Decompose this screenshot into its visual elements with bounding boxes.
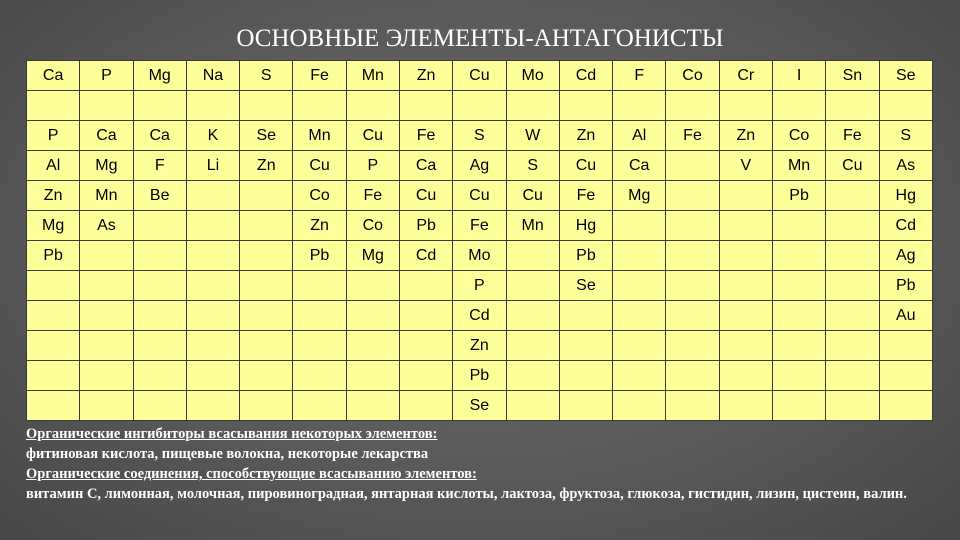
header-cell: I: [772, 61, 825, 91]
table-cell: [826, 241, 879, 271]
table-cell: [399, 91, 452, 121]
table-cell: Fe: [666, 121, 719, 151]
table-cell: Ag: [453, 151, 506, 181]
table-cell: [27, 331, 80, 361]
table-cell: [559, 301, 612, 331]
table-cell: [666, 151, 719, 181]
table-cell: [399, 391, 452, 421]
table-cell: [613, 241, 666, 271]
table-cell: [719, 331, 772, 361]
table-cell: [666, 241, 719, 271]
table-cell: Pb: [27, 241, 80, 271]
table-cell: Cd: [399, 241, 452, 271]
table-cell: [346, 91, 399, 121]
table-cell: [27, 91, 80, 121]
table-cell: [666, 271, 719, 301]
table-cell: [719, 181, 772, 211]
table-cell: V: [719, 151, 772, 181]
table-cell: [186, 91, 239, 121]
table-cell: [186, 211, 239, 241]
table-cell: [719, 361, 772, 391]
table-cell: Mg: [613, 181, 666, 211]
table-cell: [80, 91, 133, 121]
table-cell: Mn: [293, 121, 346, 151]
header-cell: Cr: [719, 61, 772, 91]
header-cell: Cd: [559, 61, 612, 91]
table-cell: [80, 391, 133, 421]
table-cell: [506, 271, 559, 301]
table-cell: [719, 391, 772, 421]
table-cell: Mn: [506, 211, 559, 241]
table-cell: Al: [27, 151, 80, 181]
header-cell: P: [80, 61, 133, 91]
table-cell: [293, 361, 346, 391]
table-cell: [826, 271, 879, 301]
table-cell: K: [186, 121, 239, 151]
table-cell: S: [879, 121, 933, 151]
table-cell: [240, 361, 293, 391]
table-cell: F: [133, 151, 186, 181]
promoters-text: витамин С, лимонная, молочная, пировиноградная, янтарная кислоты, лактоза, фруктоза, глюкоза, гистидин, лизин, цистеин, валин.: [26, 486, 907, 502]
table-cell: [27, 391, 80, 421]
table-cell: [772, 241, 825, 271]
table-cell: [346, 391, 399, 421]
table-cell: [879, 91, 933, 121]
table-cell: [826, 181, 879, 211]
table-cell: Fe: [826, 121, 879, 151]
notes-block: [26, 424, 924, 504]
table-cell: [240, 391, 293, 421]
table-cell: [506, 331, 559, 361]
table-cell: [133, 91, 186, 121]
table-row: [27, 271, 933, 301]
table-cell: Mg: [80, 151, 133, 181]
table-cell: [293, 301, 346, 331]
table-cell: Cu: [506, 181, 559, 211]
header-row: [27, 61, 933, 91]
table-cell: [133, 361, 186, 391]
table-cell: [719, 301, 772, 331]
table-cell: [240, 211, 293, 241]
table-cell: [133, 391, 186, 421]
table-cell: P: [453, 271, 506, 301]
table-cell: P: [27, 121, 80, 151]
table-cell: Fe: [559, 181, 612, 211]
header-cell: S: [240, 61, 293, 91]
table-row: [27, 361, 933, 391]
table-cell: [186, 181, 239, 211]
table-cell: Mn: [772, 151, 825, 181]
table-cell: [240, 241, 293, 271]
table-cell: [506, 391, 559, 421]
table-cell: [772, 391, 825, 421]
table-cell: [559, 91, 612, 121]
table-cell: Cd: [879, 211, 933, 241]
table-cell: Hg: [559, 211, 612, 241]
table-cell: [240, 181, 293, 211]
table-cell: Ca: [133, 121, 186, 151]
table-cell: [613, 271, 666, 301]
header-cell: Fe: [293, 61, 346, 91]
table-cell: Mn: [80, 181, 133, 211]
table-cell: [826, 391, 879, 421]
table-cell: P: [346, 151, 399, 181]
table-cell: [559, 331, 612, 361]
header-cell: Se: [879, 61, 933, 91]
slide-title: ОСНОВНЫЕ ЭЛЕМЕНТЫ-АНТАГОНИСТЫ: [236, 25, 724, 52]
table-cell: Pb: [293, 241, 346, 271]
table-row: [27, 211, 933, 241]
table-cell: Ca: [613, 151, 666, 181]
table-cell: [826, 331, 879, 361]
table-cell: [186, 361, 239, 391]
header-cell: Mn: [346, 61, 399, 91]
antagonists-table: [26, 60, 933, 421]
table-cell: [293, 391, 346, 421]
table-cell: Zn: [453, 331, 506, 361]
table-cell: Ag: [879, 241, 933, 271]
table-cell: [293, 271, 346, 301]
table-cell: [399, 271, 452, 301]
table-row: [27, 331, 933, 361]
table-cell: Co: [293, 181, 346, 211]
table-cell: Cu: [399, 181, 452, 211]
table-cell: Pb: [559, 241, 612, 271]
table-cell: Cu: [346, 121, 399, 151]
header-cell: Sn: [826, 61, 879, 91]
table-cell: S: [453, 121, 506, 151]
table-cell: [506, 241, 559, 271]
table-cell: Cu: [293, 151, 346, 181]
table-cell: [613, 391, 666, 421]
table-cell: [613, 91, 666, 121]
table-cell: Li: [186, 151, 239, 181]
table-cell: [293, 331, 346, 361]
table-cell: [133, 331, 186, 361]
table-cell: [133, 211, 186, 241]
table-cell: [666, 361, 719, 391]
table-cell: [613, 331, 666, 361]
table-cell: Mg: [27, 211, 80, 241]
table-cell: [293, 91, 346, 121]
table-cell: Fe: [399, 121, 452, 151]
table-row: [27, 121, 933, 151]
header-cell: F: [613, 61, 666, 91]
table-row: [27, 181, 933, 211]
table-cell: Co: [772, 121, 825, 151]
table-cell: Mo: [453, 241, 506, 271]
table-cell: Fe: [453, 211, 506, 241]
table-cell: Pb: [772, 181, 825, 211]
table-cell: [826, 91, 879, 121]
table-cell: Hg: [879, 181, 933, 211]
table-cell: [346, 271, 399, 301]
table-cell: [240, 91, 293, 121]
table-cell: [186, 241, 239, 271]
table-cell: [133, 241, 186, 271]
table-cell: Al: [613, 121, 666, 151]
table-cell: [240, 331, 293, 361]
header-cell: Co: [666, 61, 719, 91]
table-cell: [719, 241, 772, 271]
table-cell: [80, 271, 133, 301]
promoters-heading: Органические соединения, способствующие всасыванию элементов:: [26, 466, 477, 482]
table-cell: [613, 301, 666, 331]
header-cell: Zn: [399, 61, 452, 91]
table-cell: [719, 271, 772, 301]
table-cell: Fe: [346, 181, 399, 211]
table-cell: As: [80, 211, 133, 241]
table-cell: [772, 211, 825, 241]
table-cell: Zn: [293, 211, 346, 241]
table-row: [27, 91, 933, 121]
table-cell: Zn: [240, 151, 293, 181]
table-cell: [133, 301, 186, 331]
table-cell: Pb: [879, 271, 933, 301]
table-cell: [80, 361, 133, 391]
table-body: [27, 61, 933, 421]
table-cell: [826, 211, 879, 241]
table-cell: [666, 331, 719, 361]
table-cell: [186, 271, 239, 301]
table-cell: [879, 331, 933, 361]
header-cell: Mg: [133, 61, 186, 91]
table-cell: [346, 301, 399, 331]
table-cell: Au: [879, 301, 933, 331]
table-row: [27, 391, 933, 421]
table-cell: [826, 361, 879, 391]
table-cell: Se: [453, 391, 506, 421]
table-cell: [613, 211, 666, 241]
table-cell: W: [506, 121, 559, 151]
table-cell: [133, 271, 186, 301]
table-cell: [399, 301, 452, 331]
table-cell: Se: [559, 271, 612, 301]
table-cell: Cd: [453, 301, 506, 331]
table-cell: [27, 361, 80, 391]
table-cell: [506, 361, 559, 391]
table-cell: [27, 271, 80, 301]
table-cell: [399, 361, 452, 391]
inhibitors-text: фитиновая кислота, пищевые волокна, некоторые лекарства: [26, 446, 429, 462]
table-cell: As: [879, 151, 933, 181]
table-row: [27, 241, 933, 271]
table-cell: [186, 331, 239, 361]
table-cell: [240, 271, 293, 301]
table-cell: [772, 361, 825, 391]
table-cell: [613, 361, 666, 391]
table-cell: [772, 331, 825, 361]
table-cell: [399, 331, 452, 361]
table-cell: [879, 361, 933, 391]
table-cell: Be: [133, 181, 186, 211]
table-cell: [559, 391, 612, 421]
table-cell: [719, 91, 772, 121]
table-cell: [666, 91, 719, 121]
table-cell: Pb: [399, 211, 452, 241]
table-cell: Pb: [453, 361, 506, 391]
table-cell: [240, 301, 293, 331]
table-row: [27, 301, 933, 331]
table-cell: [80, 301, 133, 331]
table-cell: [879, 391, 933, 421]
table-cell: [346, 361, 399, 391]
table-cell: [666, 211, 719, 241]
table-cell: Cu: [826, 151, 879, 181]
table-cell: Co: [346, 211, 399, 241]
table-cell: [772, 91, 825, 121]
table-cell: [719, 211, 772, 241]
table-cell: [186, 301, 239, 331]
table-cell: Mg: [346, 241, 399, 271]
table-cell: Ca: [399, 151, 452, 181]
table-cell: [346, 331, 399, 361]
table-cell: [772, 271, 825, 301]
table-cell: [559, 361, 612, 391]
table-cell: [80, 241, 133, 271]
table-cell: [506, 91, 559, 121]
table-cell: S: [506, 151, 559, 181]
header-cell: Na: [186, 61, 239, 91]
table-cell: [506, 301, 559, 331]
table-cell: [826, 301, 879, 331]
header-cell: Mo: [506, 61, 559, 91]
table-cell: Ca: [80, 121, 133, 151]
table-cell: [27, 301, 80, 331]
table-cell: [453, 91, 506, 121]
table-cell: [666, 301, 719, 331]
table-cell: Cu: [453, 181, 506, 211]
header-cell: Cu: [453, 61, 506, 91]
table-cell: Zn: [27, 181, 80, 211]
table-cell: [666, 181, 719, 211]
table-cell: Zn: [559, 121, 612, 151]
inhibitors-heading: Органические ингибиторы всасывания некоторых элементов:: [26, 426, 438, 442]
table-cell: [186, 391, 239, 421]
header-cell: Ca: [27, 61, 80, 91]
table-cell: Cu: [559, 151, 612, 181]
table-cell: Se: [240, 121, 293, 151]
table-cell: [80, 331, 133, 361]
table-cell: Zn: [719, 121, 772, 151]
table-cell: [772, 301, 825, 331]
table-cell: [666, 391, 719, 421]
table-row: [27, 151, 933, 181]
